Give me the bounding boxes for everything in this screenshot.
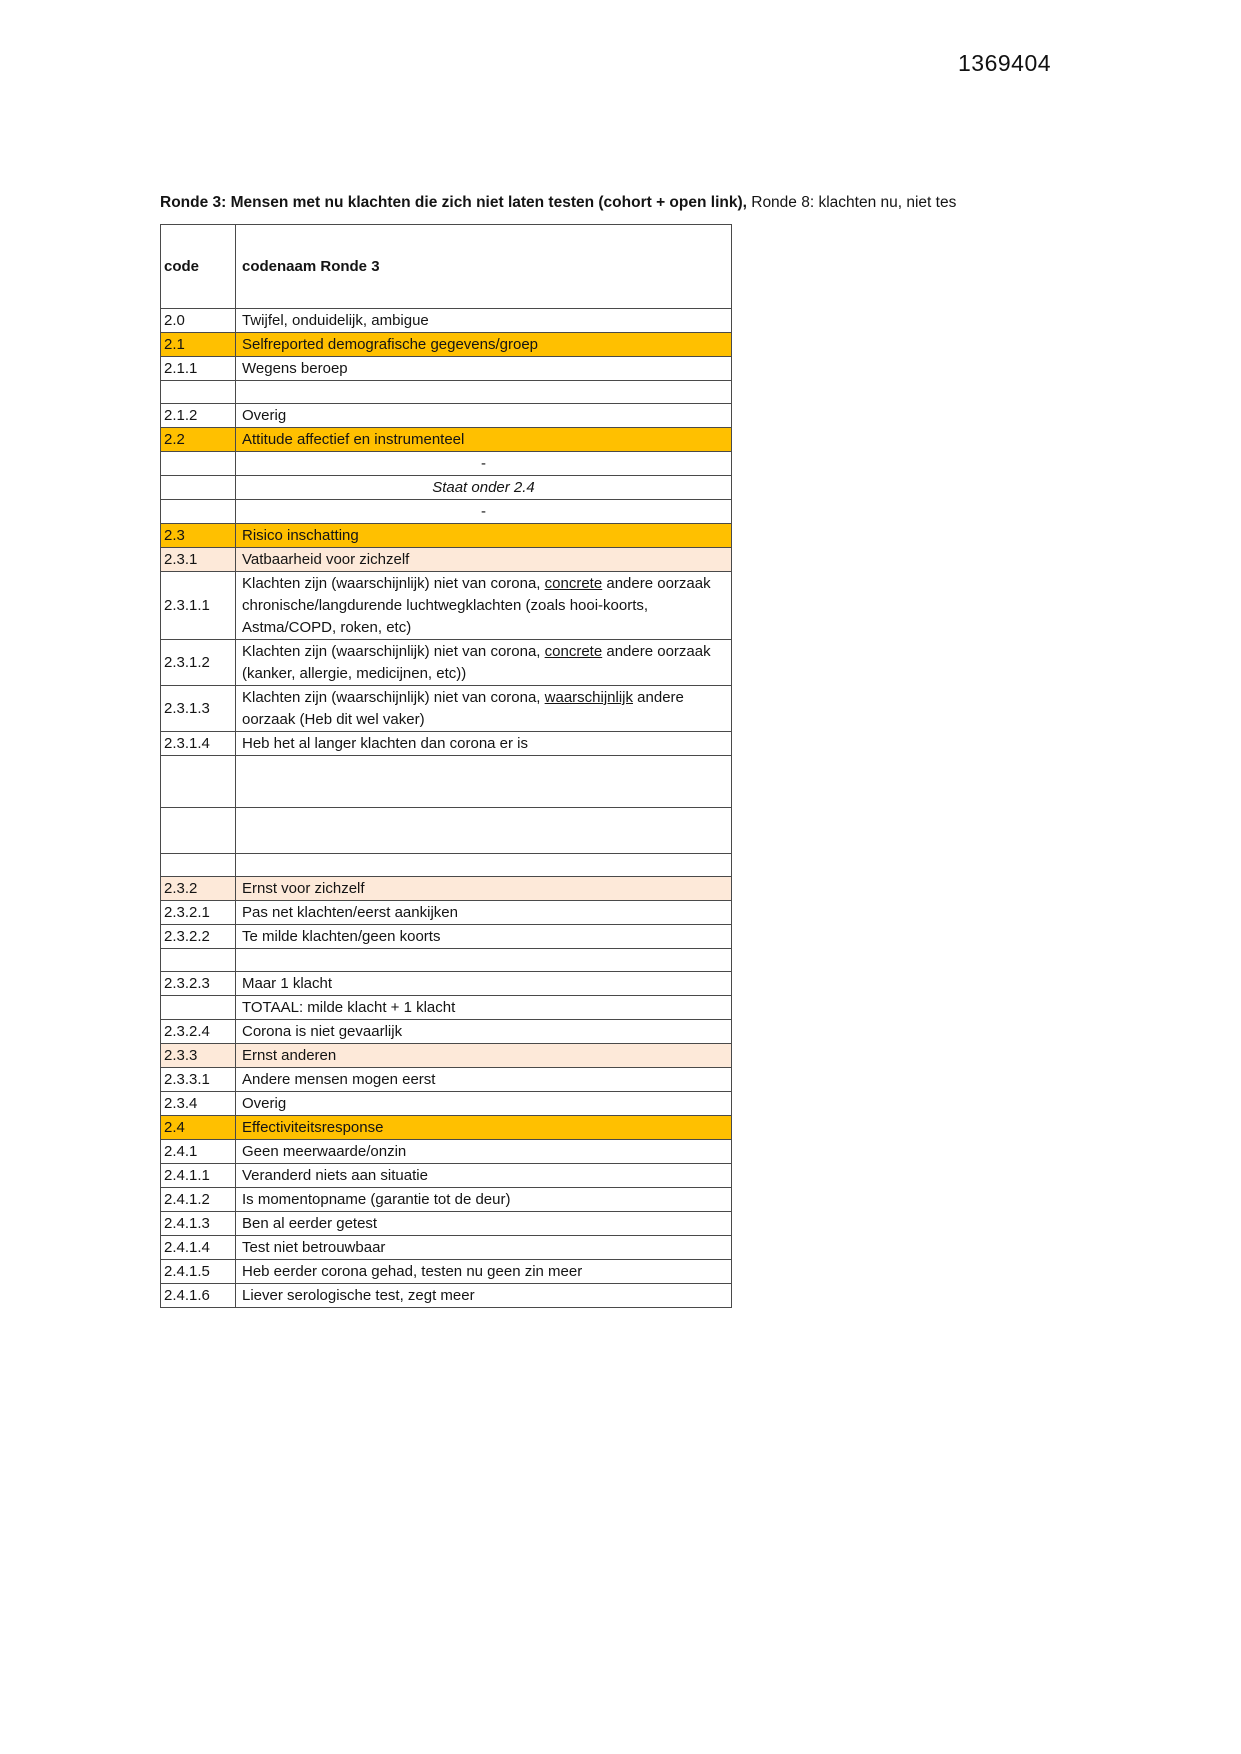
codenaam-cell xyxy=(236,949,731,971)
table-row xyxy=(161,309,731,333)
codenaam-cell xyxy=(236,1092,731,1115)
cell-text: Attitude affectief en instrumenteel xyxy=(242,431,465,448)
table-row xyxy=(161,640,731,686)
codenaam-cell xyxy=(236,452,731,475)
section-row xyxy=(161,524,731,548)
table-row xyxy=(161,901,731,925)
code-cell: 2.4.1.5 xyxy=(161,1260,236,1283)
codenaam-cell xyxy=(236,1164,731,1187)
code-cell xyxy=(161,996,236,1019)
codenaam-cell xyxy=(236,381,731,403)
table-row xyxy=(161,808,731,854)
cell-text: Wegens beroep xyxy=(242,360,348,377)
cell-text: Klachten zijn (waarschijnlijk) niet van corona, xyxy=(242,643,545,660)
codenaam-cell xyxy=(236,1068,731,1091)
code-cell: 2.3.1.3 xyxy=(161,686,236,731)
code-cell: 2.3.2.2 xyxy=(161,925,236,948)
cell-text: Maar 1 klacht xyxy=(242,975,333,992)
code-cell xyxy=(161,756,236,807)
table-row xyxy=(161,1212,731,1236)
code-cell: 2.3.2.3 xyxy=(161,972,236,995)
codenaam-cell xyxy=(236,808,731,853)
section-row xyxy=(161,333,731,357)
title-regular-segment: Ronde 8: klachten nu, niet tes xyxy=(746,194,957,211)
codenaam-cell xyxy=(236,1020,731,1043)
codenaam-cell xyxy=(236,572,731,639)
codenaam-cell xyxy=(236,428,731,451)
table-row xyxy=(161,732,731,756)
section-row xyxy=(161,1116,731,1140)
cell-text: Test niet betrouwbaar xyxy=(242,1239,386,1256)
column-header-codenaam: codenaam Ronde 3 xyxy=(242,258,380,275)
table-row xyxy=(161,1260,731,1284)
codenaam-cell xyxy=(236,925,731,948)
table-row xyxy=(161,452,731,476)
codenaam-cell xyxy=(236,524,731,547)
section-row xyxy=(161,428,731,452)
table-row xyxy=(161,1188,731,1212)
table-row xyxy=(161,1236,731,1260)
code-cell: 2.4.1 xyxy=(161,1140,236,1163)
codenaam-cell xyxy=(236,996,731,1019)
cell-text: Overig xyxy=(242,407,287,424)
codenaam-cell xyxy=(236,476,731,499)
cell-text: Pas net klachten/eerst aankijken xyxy=(242,904,458,921)
codenaam-cell xyxy=(236,854,731,876)
codenaam-cell xyxy=(236,1236,731,1259)
codenaam-cell xyxy=(236,500,731,523)
table-row xyxy=(161,572,731,640)
cell-text: Andere mensen mogen eerst xyxy=(242,1071,436,1088)
cell-text: Selfreported demografische gegevens/groep xyxy=(242,336,539,353)
codenaam-cell xyxy=(236,1188,731,1211)
code-cell: 2.1 xyxy=(161,333,236,356)
code-cell: 2.3.2.4 xyxy=(161,1020,236,1043)
code-cell xyxy=(161,381,236,403)
codenaam-cell xyxy=(236,548,731,571)
cell-text: TOTAAL: milde klacht + 1 klacht xyxy=(242,999,456,1016)
cell-text: Vatbaarheid voor zichzelf xyxy=(242,551,410,568)
underlined-text: waarschijnlijk xyxy=(544,689,633,706)
code-cell: 2.4.1.4 xyxy=(161,1236,236,1259)
cell-text: Liever serologische test, zegt meer xyxy=(242,1287,475,1304)
code-cell: 2.3.3 xyxy=(161,1044,236,1067)
table-row xyxy=(161,756,731,808)
code-cell: 2.3.3.1 xyxy=(161,1068,236,1091)
code-cell: 2.2 xyxy=(161,428,236,451)
table-row xyxy=(161,1068,731,1092)
codenaam-cell xyxy=(236,640,731,685)
codenaam-cell xyxy=(236,972,731,995)
cell-text: Effectiviteitsresponse xyxy=(242,1119,384,1136)
codenaam-cell xyxy=(236,333,731,356)
table-row xyxy=(161,972,731,996)
cell-text: Ben al eerder getest xyxy=(242,1215,378,1232)
code-cell: 2.3.2 xyxy=(161,877,236,900)
cell-text: Veranderd niets aan situatie xyxy=(242,1167,428,1184)
title-bold-segment: Ronde 3: Mensen met nu klachten die zich niet laten testen (cohort + open link), xyxy=(160,194,747,211)
code-cell: 2.0 xyxy=(161,309,236,332)
cell-text: Heb eerder corona gehad, testen nu geen zin meer xyxy=(242,1263,583,1280)
cell-text: Heb het al langer klachten dan corona er is xyxy=(242,735,529,752)
subsection-row xyxy=(161,877,731,901)
code-cell xyxy=(161,476,236,499)
codenaam-cell xyxy=(236,1044,731,1067)
cell-text: Staat onder 2.4 xyxy=(432,479,535,496)
code-cell: 2.3.1.4 xyxy=(161,732,236,755)
table-row xyxy=(161,404,731,428)
code-cell: 2.4 xyxy=(161,1116,236,1139)
table-row xyxy=(161,1092,731,1116)
table-row xyxy=(161,1140,731,1164)
code-cell: 2.3.1.1 xyxy=(161,572,236,639)
table-row xyxy=(161,476,731,500)
code-cell: 2.3.1.2 xyxy=(161,640,236,685)
table-row xyxy=(161,357,731,381)
codenaam-cell xyxy=(236,357,731,380)
codenaam-cell xyxy=(236,877,731,900)
table-row xyxy=(161,925,731,949)
cell-text: Risico inschatting xyxy=(242,527,359,544)
cell-text: - xyxy=(481,455,486,472)
cell-text: Twijfel, onduidelijk, ambigue xyxy=(242,312,429,329)
cell-text: Te milde klachten/geen koorts xyxy=(242,928,441,945)
codenaam-cell xyxy=(236,1212,731,1235)
code-cell: 2.3.2.1 xyxy=(161,901,236,924)
codenaam-cell xyxy=(236,901,731,924)
code-cell: 2.3.1 xyxy=(161,548,236,571)
codenaam-cell xyxy=(236,309,731,332)
document-title xyxy=(160,194,1200,212)
codenaam-cell xyxy=(236,1140,731,1163)
cell-text: Geen meerwaarde/onzin xyxy=(242,1143,407,1160)
codenaam-cell xyxy=(236,1260,731,1283)
table-row xyxy=(161,1020,731,1044)
code-cell: 2.4.1.6 xyxy=(161,1284,236,1307)
table-row xyxy=(161,686,731,732)
table-row xyxy=(161,854,731,877)
cell-text: Corona is niet gevaarlijk xyxy=(242,1023,403,1040)
code-cell xyxy=(161,949,236,971)
page-number: 1369404 xyxy=(958,50,1052,76)
table-row xyxy=(161,381,731,404)
code-cell: 2.4.1.1 xyxy=(161,1164,236,1187)
table-header-row xyxy=(161,225,731,309)
subsection-row xyxy=(161,1044,731,1068)
table-row xyxy=(161,996,731,1020)
underlined-text: concrete xyxy=(544,575,603,592)
column-header-code: code xyxy=(161,225,236,308)
code-cell xyxy=(161,452,236,475)
code-cell: 2.3.4 xyxy=(161,1092,236,1115)
codenaam-cell xyxy=(236,756,731,807)
codenaam-cell xyxy=(236,1284,731,1307)
code-cell: 2.4.1.3 xyxy=(161,1212,236,1235)
code-cell: 2.4.1.2 xyxy=(161,1188,236,1211)
codenaam-cell xyxy=(236,686,731,731)
underlined-text: concrete xyxy=(544,643,603,660)
code-cell xyxy=(161,854,236,876)
code-cell xyxy=(161,808,236,853)
codes-table xyxy=(160,224,732,1308)
cell-text: andere oorzaak chronische/langdurende luchtwegklachten (zoals hooi-koorts, Astma/COPD, roken, etc) xyxy=(242,575,711,636)
code-cell: 2.3 xyxy=(161,524,236,547)
table-row xyxy=(161,500,731,524)
cell-text: andere oorzaak (kanker, allergie, medicijnen, etc)) xyxy=(242,643,711,682)
codenaam-cell xyxy=(236,732,731,755)
cell-text: Ernst anderen xyxy=(242,1047,337,1064)
cell-text: Klachten zijn (waarschijnlijk) niet van corona, xyxy=(242,689,545,706)
cell-text: Klachten zijn (waarschijnlijk) niet van corona, xyxy=(242,575,545,592)
table-row xyxy=(161,949,731,972)
code-cell xyxy=(161,500,236,523)
cell-text: - xyxy=(481,503,486,520)
table-row xyxy=(161,1284,731,1308)
code-cell: 2.1.1 xyxy=(161,357,236,380)
code-cell: 2.1.2 xyxy=(161,404,236,427)
table-body xyxy=(161,309,731,1308)
codenaam-cell xyxy=(236,1116,731,1139)
cell-text: Is momentopname (garantie tot de deur) xyxy=(242,1191,511,1208)
cell-text: andere oorzaak (Heb dit wel vaker) xyxy=(242,689,684,728)
codenaam-cell xyxy=(236,404,731,427)
cell-text: Ernst voor zichzelf xyxy=(242,880,365,897)
subsection-row xyxy=(161,548,731,572)
cell-text: Overig xyxy=(242,1095,287,1112)
table-row xyxy=(161,1164,731,1188)
